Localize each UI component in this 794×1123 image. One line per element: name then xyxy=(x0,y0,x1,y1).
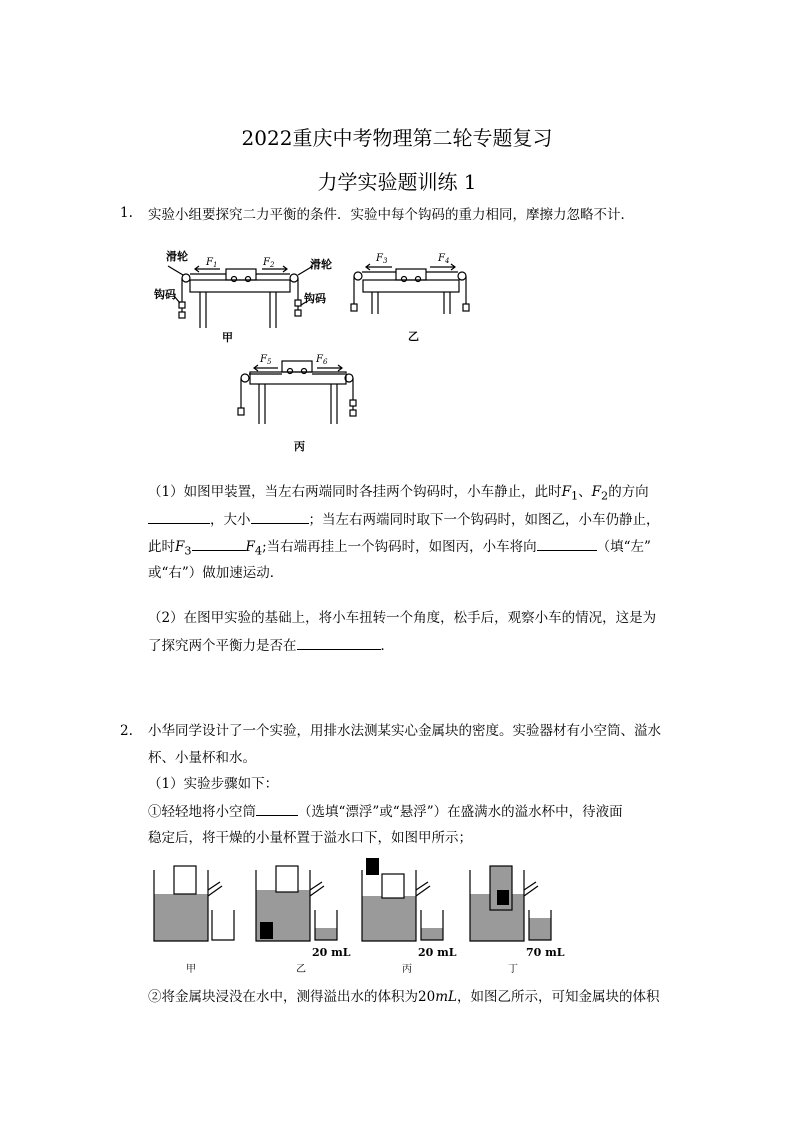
figure-label-yi: 乙 xyxy=(408,330,419,343)
blank-float-state[interactable] xyxy=(256,801,298,816)
volume-label-bing: 20 mL xyxy=(418,946,457,959)
weight-label-left: 钩码 xyxy=(154,288,176,301)
page-title: 2022重庆中考物理第二轮专题复习 xyxy=(241,126,553,150)
table-jia xyxy=(168,266,313,328)
blank-direction[interactable] xyxy=(148,509,210,524)
q1-part1-line4: 或“右”）做加速运动． xyxy=(148,565,284,581)
question-1-number: 1. xyxy=(120,205,133,221)
overflow-cup-figure xyxy=(148,856,578,981)
force-f3-label: $F_3$ xyxy=(376,253,388,265)
q1-part1-line2: ，大小 ；当左右两端同时取下一个钩码时，如图乙，小车仍静止， xyxy=(148,509,660,530)
table-bing xyxy=(238,361,356,424)
q1-part2-line1: （2）在图甲实验的基础上，将小车扭转一个角度，松手后，观察小车的情况，这是为 xyxy=(148,610,657,626)
setup-label-bing: 丙 xyxy=(402,964,412,975)
volume-label-ding: 70 mL xyxy=(526,946,565,959)
setup-label-jia: 甲 xyxy=(186,964,196,975)
q2-line4: ①轻轻地将小空筒 （选填“漂浮”或“悬浮”）在盛满水的溢水杯中，待液面 xyxy=(148,801,623,822)
setup-label-ding: 丁 xyxy=(508,964,518,975)
q1-part1-line3: 此时$F_3$ $F_4$;当右端再挂上一个钩码时，如图丙，小车将向 （填“左” xyxy=(148,536,651,562)
q2-line5: 稳定后，将干燥的小量杯置于溢水口下，如图甲所示； xyxy=(148,830,472,846)
question-1-intro: 实验小组要探究二力平衡的条件．实验中每个钩码的重力相同，摩擦力忽略不计． xyxy=(148,207,634,223)
blank-same-line[interactable] xyxy=(297,635,381,650)
force-f1-label: $F_1$ xyxy=(206,257,218,269)
pulley-label-left: 滑轮 xyxy=(166,250,188,263)
q2-line6: ②将金属块浸没在水中，测得溢出水的体积为20mL，如图乙所示，可知金属块的体积 xyxy=(148,989,660,1005)
setup-jia xyxy=(154,866,234,941)
weight-label-right: 钩码 xyxy=(304,292,326,305)
question-2-number: 2. xyxy=(120,723,133,739)
force-f5-label: $F_5$ xyxy=(260,354,272,366)
blank-compare[interactable] xyxy=(192,536,246,551)
setup-ding xyxy=(470,866,551,941)
q2-line2: 杯、小量杯和水。 xyxy=(148,750,256,766)
setup-yi xyxy=(256,866,337,941)
blank-motion-direction[interactable] xyxy=(537,536,597,551)
pulley-label-right: 滑轮 xyxy=(310,258,332,271)
figure-label-jia: 甲 xyxy=(222,331,233,344)
force-f2-label: $F_2$ xyxy=(263,257,275,269)
q2-line1: 小华同学设计了一个实验，用排水法测某实心金属块的密度。实验器材有小空筒、溢水 xyxy=(148,723,661,739)
page-subtitle: 力学实验题训练 1 xyxy=(317,170,477,194)
blank-magnitude[interactable] xyxy=(251,509,309,524)
q2-line3: （1）实验步骤如下： xyxy=(148,776,279,792)
force-f4-label: $F_4$ xyxy=(438,253,450,265)
balance-experiment-figure xyxy=(150,238,490,458)
q1-part1-line1: （1）如图甲装置，当左右两端同时各挂两个钩码时，小车静止，此时$F_1$、$F_2$的方向 xyxy=(148,484,649,503)
setup-bing xyxy=(362,858,443,941)
volume-label-yi: 20 mL xyxy=(312,946,351,959)
q1-part2-line2: 了探究两个平衡力是否在 ． xyxy=(148,635,394,656)
setup-label-yi: 乙 xyxy=(296,964,306,975)
table-yi xyxy=(351,264,469,314)
figure-label-bing: 丙 xyxy=(294,440,305,453)
force-f6-label: $F_6$ xyxy=(316,354,328,366)
